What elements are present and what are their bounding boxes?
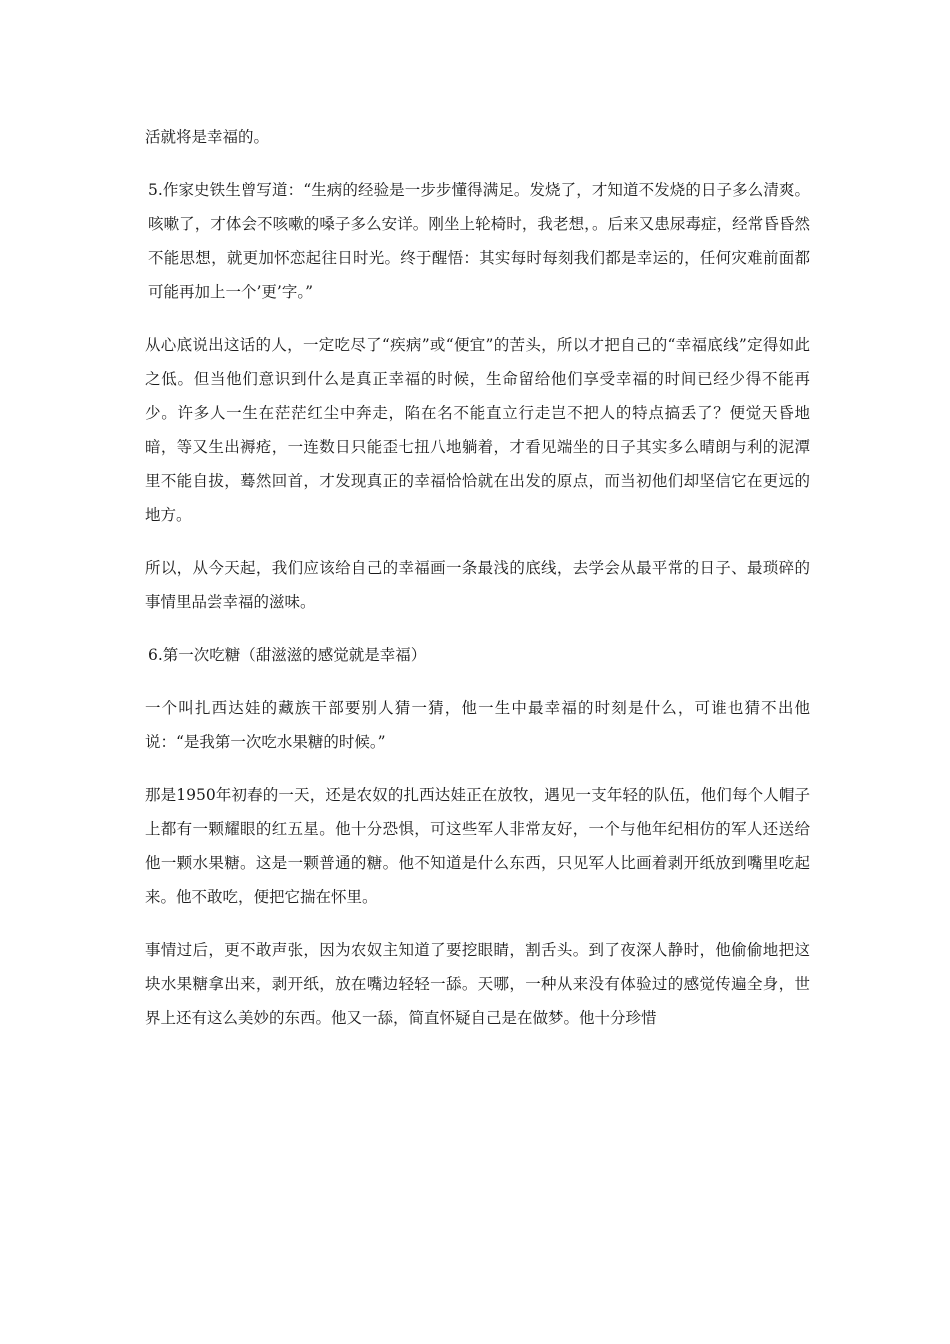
- section-heading-6: 6.第一次吃糖（甜滋滋的感觉就是幸福）: [148, 646, 427, 664]
- paragraph-3: 从心底说出这话的人，一定吃尽了“疾病”或“便宜”的苦头，所以才把自己的“幸福底线”定得如此之低。但当他们意识到什么是真正幸福的时候，生命留给他们享受幸福的时间已经少得不能再少。许多人一生在茫茫红尘中奔走，陷在名不能直立行走岂不把人的特点搞丢了？便觉天昏地暗，等又生出褥疮，一连数日只能歪七扭八地躺着，才看见端坐的日子其实多么晴朗与利的泥潭里不能自拔，蓦然回首，才发现真正的幸福恰恰就在出发的原点，而当初他们却坚信它在更远的地方。: [145, 336, 810, 524]
- paragraph-4: 所以，从今天起，我们应该给自己的幸福画一条最浅的底线，去学会从最平常的日子、最琐碎的事情里品尝幸福的滋味。: [145, 559, 810, 611]
- paragraph-5: 一个叫扎西达娃的藏族干部要别人猜一猜，他一生中最幸福的时刻是什么，可谁也猜不出他说：“是我第一次吃水果糖的时候。”: [145, 699, 810, 751]
- paragraph-2: 5.作家史铁生曾写道：“生病的经验是一步步懂得满足。发烧了，才知道不发烧的日子多么清爽。咳嗽了，才体会不咳嗽的嗓子多么安详。刚坐上轮椅时，我老想，。后来又患尿毒症，经常昏昏然不能思想，就更加怀恋起往日时光。终于醒悟：其实每时每刻我们都是幸运的，任何灾难前面都可能再加上一个’更’字。”: [148, 181, 810, 301]
- paragraph-7: 事情过后，更不敢声张，因为农奴主知道了要挖眼睛，割舌头。到了夜深人静时，他偷偷地把这块水果糖拿出来，剥开纸，放在嘴边轻轻一舔。天哪，一种从来没有体验过的感觉传遍全身，世界上还有这么美妙的东西。他又一舔，简直怀疑自己是在做梦。他十分珍惜: [145, 941, 810, 1027]
- document-body: [145, 120, 810, 1035]
- paragraph-1: 活就将是幸福的。: [145, 128, 270, 146]
- paragraph-6: 那是1950年初春的一天，还是农奴的扎西达娃正在放牧，遇见一支年轻的队伍，他们每个人帽子上都有一颗耀眼的红五星。他十分恐惧，可这些军人非常友好，一个与他年纪相仿的军人还送给他一颗水果糖。这是一颗普通的糖。他不知道是什么东西，只见军人比画着剥开纸放到嘴里吃起来。他不敢吃，便把它揣在怀里。: [145, 786, 810, 906]
